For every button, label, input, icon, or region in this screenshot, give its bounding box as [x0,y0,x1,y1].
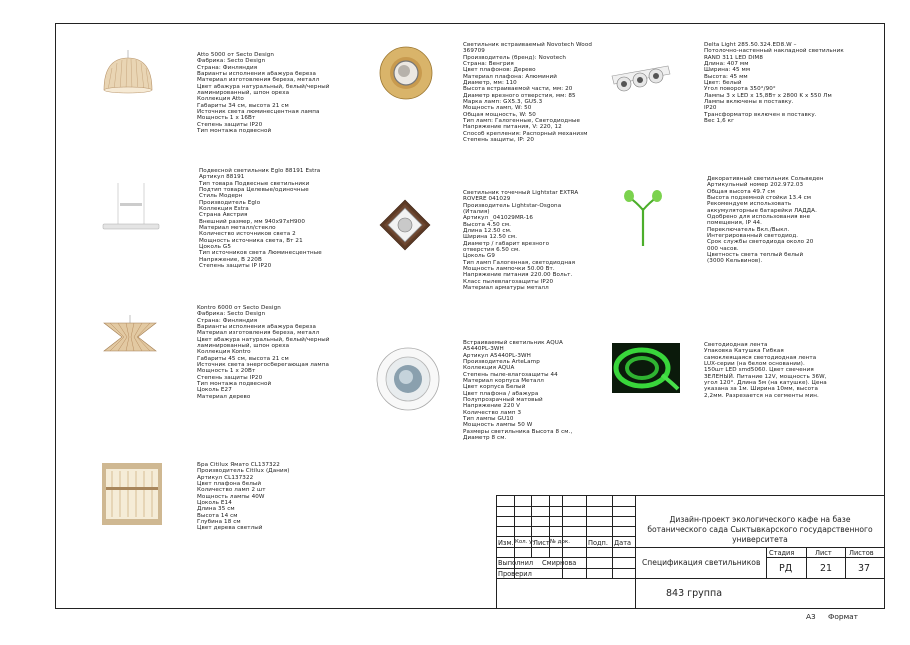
header-list: Лист [533,539,550,547]
sheet-label: Лист [815,549,832,557]
solveden-garden-lamp-image [622,188,664,248]
led-strip-description: Светодиодная лента Упаковка Катушка Гибкая самоклеящаяся светодиодная лента LUX-серии (на белом основании). 150шт LED smd5060. Цвет свечения ЗЕЛЕНЫЙ. Питание 12V, мощность 36W, угол 120°. Длина 5м (на катушке). Цена указана за 1м. Ширина 10мм, высота 2,2мм. Разрезается на сегменты мин. [704,342,827,399]
header-izm: Изм. [498,539,514,547]
group-label: 843 группа [666,588,723,599]
title-block [496,495,885,609]
header-signature: Подп. [588,539,608,547]
sheet-value: 21 [820,563,833,574]
kontro-pendant-image [98,315,162,357]
header-kol-uch: Кол. уч [515,539,536,545]
checked-by-label: Проверил [498,570,532,578]
lightstar-description: Светильник точечный Lightstar EXTRA ROVERE 041029 Производитель Lightstar-Osgona (Италия) Артикул _041029MR-16 Высота 4.50 см. Длина 12.50 см. Ширина 12.50 см. Диаметр / габарит врезного отверстия 6.50 см. Цоколь G9 Тип ламп Галогенная, светодиодная Мощность лампочки 50.00 Вт. Напряжение питания 220.00 Вольт. Класс пылевлагозащиты IP20 Материал арматуры металл [463,190,579,292]
document-name: Спецификация светильников [642,558,761,567]
citilux-description: Бра Citilux Ямато CL137322 Производитель Citilux (Дания) Артикул CL137322 Цвет плафона белый Количество ламп 2 шт Мощность лампы 40W Цоколь E14 Длина 35 см Высота 14 см Глубина 18 см Цвет дерева светлый [197,462,290,532]
kontro-description: Kontro 6000 от Secto Design Фабрика: Secto Design Страна: Финляндия Варианты исполнения абажура березa Материал изготовления березa, металл Цвет абажура натуральный, белый/черный ламинированный, шпон ореха Коллекция Kontro Габариты 45 см, высота 21 см Источник света энергосберегающая лампа Мощность 1 x 20Вт Степень защиты IP20 Тип монтажа подвесной Цоколь E27 Материал дерево [197,305,330,400]
solveden-description: Декоративный светильник Сольведен Артикульный номер 202.972.03 Общая высота 49.7 см Высота подземной стойки 13.4 см Рекомендуем использовать аккумуляторные батарейки ЛАДДА. Одобрено для использования вне помещения, IP 44. Переключатель Вкл./Выкл. Интегрированный светодиод. Срок службы светодиода около 20 000 часов. Цветность света теплый белый (3000 Кельвинов). [707,176,824,265]
eglo-description: Подвесной светильник Eglo 88191 Estra Артикул 88191 Тип товара Подвесные светильники Подтип товара Целевые/одиночные Стиль Модерн Производитель Eglo Коллекция Estra Страна Австрия Внешний размер, мм 940х97хН900 Материал металл/стекло Количество источников света 2 Мощность источника света, Вт 21 Цоколь G5 Тип источников света Люминесцентные Напряжение, В 220В Степень защиты IP IP20 [199,168,322,270]
aqua-description: Встраиваемый светильник AQUA A5440PL-3WH Артикул A5440PL-3WH Производитель ArteLamp Коллекция AQUA Степень пыле-влагозащиты 44 Материал корпуса Металл Цвет корпуса Белый Цвет плафона / абажура Полупрозрачный матовый Напряжение 220 V Количество ламп 3 Тип лампы GU10 Мощность лампы 50 W Размеры светильника Высота 8 см., Диаметр 8 см. [463,340,573,442]
stage-label: Стадия [769,549,795,557]
header-doc-no: № док. [550,539,571,545]
atto-description: Atto 5000 от Secto Design Фабрика: Secto Design Страна: Финляндия Варианты исполнения абажура березa Материал изготовления березa, металл Цвет абажура натуральный, белый/черный ламинированный, шпон ореха Коллекция Atto Габариты 34 см, высота 21 см Источник света люминесцентная лампа Мощность 1 x 16Вт Степень защиты IP20 Тип монтажа подвесной [197,52,330,135]
header-date: Дата [614,539,632,547]
led-strip-image [612,343,680,393]
eglo-pendant-image [100,183,162,247]
aqua-downlight-image [375,346,441,412]
stage-value: РД [779,563,793,574]
format-size: A3 [806,612,816,621]
novotech-downlight-image [378,45,434,101]
performer-name: Смирнова [542,559,577,567]
project-title: Дизайн-проект экологического кафе на базе ботанического сада Сыктывкарского государственного университета [647,515,873,544]
delta-light-description: Delta Light 285.50.324.ED8.W – Потолочно-настенный накладной светильник RAND 311 LED DIM8 Длина: 407 мм Ширина: 45 мм Высота: 45 мм Цвет: белый Угол поворота 350°/90° Лампы 3 x LED x 15,8Вт x 2800 K x 550 Лм Лампы включены в поставку. IP20 Трансформатор включен в поставку. Вес 1,6 кг [704,42,844,125]
atto-pendant-image [100,50,156,100]
lightstar-downlight-image [378,198,432,252]
citilux-wall-lamp-image [102,463,162,525]
sheets-label: Листов [849,549,874,557]
performed-by-label: Выполнил [498,559,534,567]
format-label: Формат [828,612,858,621]
novotech-description: Светильник встраиваемый Novotech Wood 369709 Производитель (бренд): Novotech Страна: Венгрия Цвет плафонов: Дерево Материал плафона: Алюминий Диаметр, мм: 110 Высота встраиваемой части, мм: 20 Диаметр врезного отверстия, мм: 85 Марка ламп: GX5.3, GU5.3 Мощность ламп, W: 50 Общая мощность, W: 50 Тип ламп: Галогенные, Светодиодные Напряжение питания, V: 220, 12 Способ крепления: Распорный механизм Степень защиты, IP: 20 [463,42,592,144]
sheets-value: 37 [858,563,871,574]
delta-light-spotlight-image [610,62,672,98]
